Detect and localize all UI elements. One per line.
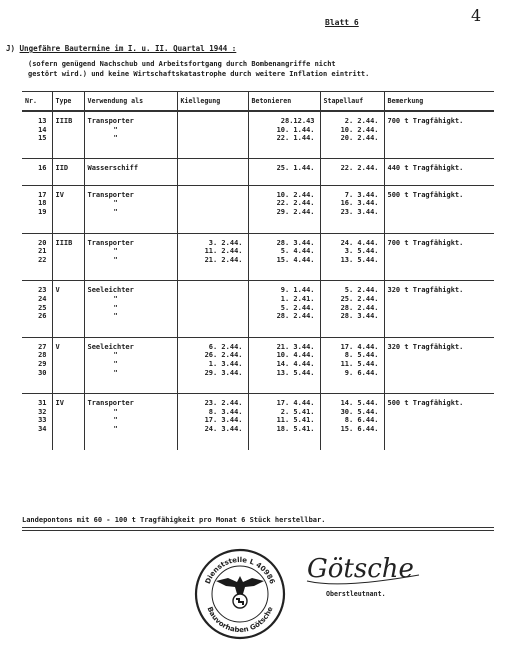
cell-type-line: IIIB <box>55 238 73 247</box>
cell-launch-line: 28. 2.44. <box>340 303 379 312</box>
cell-keel-line: 8. 3.44. <box>208 407 243 416</box>
cell-concrete <box>248 185 320 233</box>
cell-keel-line: 26. 2.44. <box>204 351 243 360</box>
section-title: Ungefähre Bautermine im I. u. II. Quartal 1944 : <box>19 44 237 53</box>
cell-remark-line: 500 t Tragfähigkt. <box>387 190 464 199</box>
cell-use <box>84 111 177 159</box>
cell-nr-line: 24 <box>38 295 47 304</box>
cell-use-line: " <box>113 368 118 377</box>
cell-type-line: IV <box>55 399 64 408</box>
cell-type-line: IID <box>55 164 69 173</box>
cell-nr-line: 17 <box>38 190 47 199</box>
table-row <box>22 394 494 450</box>
table-row <box>22 233 494 281</box>
column-header-type: Type <box>52 92 84 112</box>
cell-keel-line: 17. 3.44. <box>204 416 243 425</box>
cell-concrete-line: 11. 5.41. <box>276 416 315 425</box>
cell-use-line: " <box>113 199 118 208</box>
cell-use-line: " <box>113 312 118 321</box>
cell-launch <box>320 159 384 186</box>
cell-use <box>84 394 177 450</box>
cell-launch-line: 11. 5.44. <box>340 360 379 369</box>
cell-type <box>52 337 84 393</box>
cell-concrete-line: 10. 1.44. <box>276 125 315 134</box>
cell-use-line: " <box>113 295 118 304</box>
cell-nr-line: 33 <box>38 416 47 425</box>
signatory-title: Oberstleutnant. <box>326 590 386 598</box>
cell-nr-line: 15 <box>38 134 47 143</box>
cell-concrete <box>248 111 320 159</box>
cell-use-line: Transporter <box>87 399 134 408</box>
cell-use-line: Seeleichter <box>87 286 134 295</box>
cell-concrete <box>248 233 320 281</box>
cell-launch-line: 8. 6.44. <box>344 416 379 425</box>
cell-concrete-line: 10. 4.44. <box>276 351 315 360</box>
stamp-bottom-text: Bauvorhaben Götsche <box>205 605 275 635</box>
cell-nr-line: 29 <box>38 360 47 369</box>
cell-use-line: " <box>113 134 118 143</box>
cell-use-line: " <box>113 425 118 434</box>
cell-remark <box>384 185 494 233</box>
column-header-remark: Bemerkung <box>384 92 494 112</box>
cell-launch-line: 24. 4.44. <box>340 238 379 247</box>
cell-type <box>52 281 84 337</box>
cell-remark <box>384 281 494 337</box>
section-label: J) <box>6 44 16 53</box>
cell-remark-line: 320 t Tragfähigkt. <box>387 286 464 295</box>
cell-launch <box>320 111 384 159</box>
cell-type-line: V <box>55 342 60 351</box>
cell-concrete-line: 25. 1.44. <box>276 164 315 173</box>
cell-remark-line: 700 t Tragfähigkt. <box>387 117 464 125</box>
table-header-row <box>22 92 494 112</box>
stamp-top-text: Dienststelle L 40986 <box>203 555 277 586</box>
cell-launch-line: 23. 3.44. <box>340 208 379 217</box>
cell-nr-line: 16 <box>38 164 47 173</box>
cell-remark <box>384 111 494 159</box>
cell-launch <box>320 337 384 393</box>
cell-launch <box>320 281 384 337</box>
cell-nr-line: 28 <box>38 351 47 360</box>
column-header-use: Verwendung als <box>84 92 177 112</box>
cell-nr-line: 27 <box>38 342 47 351</box>
cell-remark <box>384 337 494 393</box>
cell-use-line: " <box>113 407 118 416</box>
cell-concrete-line: 28. 3.44. <box>276 238 315 247</box>
cell-concrete-line: 21. 3.44. <box>276 342 315 351</box>
cell-nr <box>22 233 52 281</box>
column-header-keel: Kiellegung <box>177 92 248 112</box>
footer-note: Landepontons mit 60 - 100 t Tragfähigkeit pro Monat 6 Stück herstellbar. <box>22 516 326 524</box>
cell-keel <box>177 111 248 159</box>
cell-nr-line: 23 <box>38 286 47 295</box>
cell-use <box>84 281 177 337</box>
section-note-line-1: (sofern genügend Nachschub und Arbeitsfortgang durch Bombenangriffe nicht <box>28 60 336 68</box>
cell-type <box>52 111 84 159</box>
cell-nr <box>22 159 52 186</box>
cell-keel-line: 6. 2.44. <box>208 342 243 351</box>
cell-type <box>52 233 84 281</box>
cell-nr <box>22 394 52 450</box>
cell-launch-line: 20. 2.44. <box>340 134 379 143</box>
svg-text:Götsche: Götsche <box>307 554 414 584</box>
cell-concrete-line: 17. 4.44. <box>276 399 315 408</box>
cell-nr <box>22 111 52 159</box>
cell-remark <box>384 159 494 186</box>
table-body <box>22 111 494 450</box>
cell-launch-line: 22. 2.44. <box>340 164 379 173</box>
cell-launch-line: 10. 2.44. <box>340 125 379 134</box>
cell-concrete-line: 14. 4.44. <box>276 360 315 369</box>
table-row <box>22 159 494 186</box>
table-row <box>22 337 494 393</box>
cell-keel-line: 11. 2.44. <box>204 247 243 256</box>
cell-concrete-line: 9. 1.44. <box>280 286 315 295</box>
cell-concrete-line: 5. 4.44. <box>280 247 315 256</box>
cell-concrete <box>248 394 320 450</box>
cell-use-line: " <box>113 208 118 217</box>
page-number-mark: 4 <box>471 6 482 25</box>
cell-concrete-line: 2. 5.41. <box>280 407 315 416</box>
cell-use-line: Transporter <box>87 238 134 247</box>
cell-type-line: V <box>55 286 60 295</box>
cell-launch-line: 25. 2.44. <box>340 295 379 304</box>
cell-launch-line: 16. 3.44. <box>340 199 379 208</box>
cell-keel-line: 21. 2.44. <box>204 255 243 264</box>
handwritten-signature <box>303 547 423 589</box>
cell-use-line: " <box>113 360 118 369</box>
cell-launch-line: 7. 3.44. <box>344 190 379 199</box>
cell-concrete-line: 29. 2.44. <box>276 208 315 217</box>
cell-keel-line: 29. 3.44. <box>204 368 243 377</box>
cell-nr-line: 21 <box>38 247 47 256</box>
cell-launch-line: 2. 2.44. <box>344 117 379 125</box>
cell-use-line: " <box>113 125 118 134</box>
official-stamp <box>194 548 286 640</box>
cell-remark-line: 320 t Tragfähigkt. <box>387 342 464 351</box>
cell-use-line: Transporter <box>87 117 134 125</box>
cell-keel <box>177 185 248 233</box>
sheet-label: Blatt 6 <box>325 18 359 27</box>
cell-keel-line: 24. 3.44. <box>204 425 243 434</box>
cell-keel <box>177 337 248 393</box>
cell-keel-line: 23. 2.44. <box>204 399 243 408</box>
cell-concrete <box>248 159 320 186</box>
cell-type <box>52 185 84 233</box>
cell-concrete-line: 10. 2.44. <box>276 190 315 199</box>
cell-concrete <box>248 337 320 393</box>
cell-concrete-line: 15. 4.44. <box>276 255 315 264</box>
cell-use <box>84 337 177 393</box>
cell-use-line: Seeleichter <box>87 342 134 351</box>
cell-remark <box>384 394 494 450</box>
cell-nr-line: 31 <box>38 399 47 408</box>
construction-schedule-table <box>22 91 494 450</box>
cell-concrete-line: 28.12.43 <box>280 117 315 125</box>
cell-concrete-line: 28. 2.44. <box>276 312 315 321</box>
column-header-nr: Nr. <box>22 92 52 112</box>
cell-keel-line: 1. 3.44. <box>208 360 243 369</box>
cell-nr-line: 34 <box>38 425 47 434</box>
cell-launch-line: 28. 3.44. <box>340 312 379 321</box>
cell-type <box>52 159 84 186</box>
cell-nr-line: 22 <box>38 255 47 264</box>
footer-rule-second <box>22 530 494 531</box>
cell-launch-line: 8. 5.44. <box>344 351 379 360</box>
cell-remark-line: 500 t Tragfähigkt. <box>387 399 464 408</box>
cell-launch-line: 30. 5.44. <box>340 407 379 416</box>
cell-use <box>84 233 177 281</box>
cell-use-line: Wasserschiff <box>87 164 139 173</box>
cell-remark-line: 700 t Tragfähigkt. <box>387 238 464 247</box>
cell-type-line: IIIB <box>55 117 73 125</box>
cell-keel <box>177 233 248 281</box>
cell-nr-line: 32 <box>38 407 47 416</box>
cell-nr-line: 14 <box>38 125 47 134</box>
cell-use-line: " <box>113 255 118 264</box>
column-header-concrete: Betonieren <box>248 92 320 112</box>
cell-concrete-line: 22. 2.44. <box>276 199 315 208</box>
cell-nr <box>22 281 52 337</box>
cell-type <box>52 394 84 450</box>
cell-concrete-line: 1. 2.41. <box>280 295 315 304</box>
cell-concrete <box>248 281 320 337</box>
cell-remark-line: 440 t Tragfähigkt. <box>387 164 464 173</box>
cell-nr <box>22 185 52 233</box>
table-row <box>22 281 494 337</box>
cell-concrete-line: 22. 1.44. <box>276 134 315 143</box>
cell-keel-line: 3. 2.44. <box>208 238 243 247</box>
cell-launch <box>320 185 384 233</box>
cell-nr-line: 26 <box>38 312 47 321</box>
cell-type-line: IV <box>55 190 64 199</box>
cell-use-line: " <box>113 303 118 312</box>
cell-use-line: " <box>113 416 118 425</box>
cell-nr-line: 20 <box>38 238 47 247</box>
cell-launch <box>320 394 384 450</box>
cell-launch-line: 3. 5.44. <box>344 247 379 256</box>
footer-rule <box>22 527 494 528</box>
cell-launch-line: 13. 5.44. <box>340 255 379 264</box>
cell-launch-line: 5. 2.44. <box>344 286 379 295</box>
cell-use-line: Transporter <box>87 190 134 199</box>
cell-concrete-line: 18. 5.41. <box>276 425 315 434</box>
eagle-emblem-icon <box>216 576 264 608</box>
cell-use-line: " <box>113 351 118 360</box>
cell-nr-line: 13 <box>38 117 47 125</box>
cell-keel <box>177 281 248 337</box>
cell-nr <box>22 337 52 393</box>
cell-use-line: " <box>113 247 118 256</box>
section-note-line-2: gestört wird.) und keine Wirtschaftskatastrophe durch weitere Inflation eintritt. <box>28 70 370 78</box>
cell-nr-line: 19 <box>38 208 47 217</box>
cell-concrete-line: 13. 5.44. <box>276 368 315 377</box>
cell-launch-line: 9. 6.44. <box>344 368 379 377</box>
cell-remark <box>384 233 494 281</box>
cell-nr-line: 18 <box>38 199 47 208</box>
section-heading <box>6 44 236 53</box>
cell-launch <box>320 233 384 281</box>
table-row <box>22 185 494 233</box>
cell-nr-line: 30 <box>38 368 47 377</box>
cell-launch-line: 15. 6.44. <box>340 425 379 434</box>
table-row <box>22 111 494 159</box>
cell-use <box>84 185 177 233</box>
cell-keel <box>177 159 248 186</box>
cell-keel <box>177 394 248 450</box>
column-header-launch: Stapellauf <box>320 92 384 112</box>
cell-launch-line: 14. 5.44. <box>340 399 379 408</box>
cell-use <box>84 159 177 186</box>
cell-concrete-line: 5. 2.44. <box>280 303 315 312</box>
cell-nr-line: 25 <box>38 303 47 312</box>
cell-launch-line: 17. 4.44. <box>340 342 379 351</box>
